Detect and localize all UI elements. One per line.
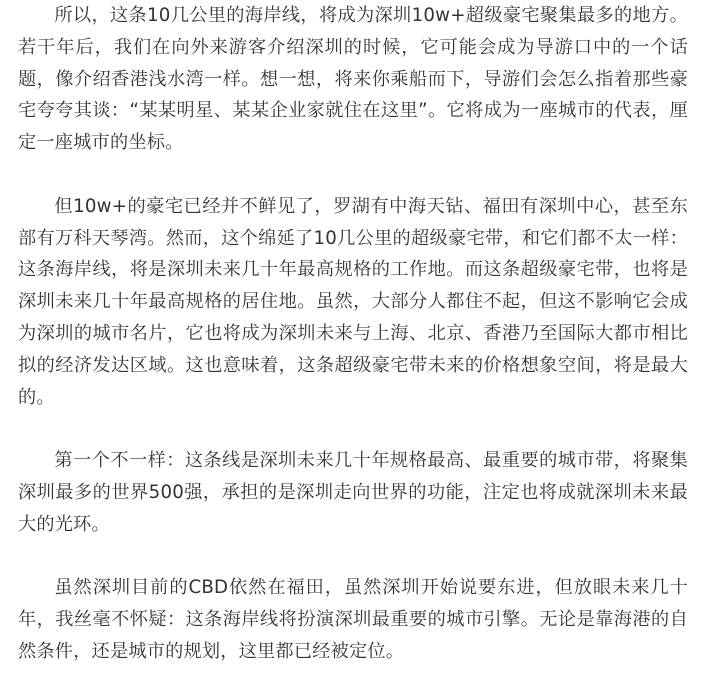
article-paragraph: 第一个不一样：这条线是深圳未来几十年规格最高、最重要的城市带，将聚集深圳最多的世界500强，承担的是深圳走向世界的功能，注定也将成就深圳未来最大的光环。: [18, 450, 688, 535]
article-paragraph: 所以，这条10几公里的海岸线，将成为深圳10w+超级豪宅聚集最多的地方。若干年后，我们在向外来游客介绍深圳的时候，它可能会成为导游口中的一个话题，像介绍香港浅水湾一样。想一想，将来你乘船而下，导游们会怎么指着那些豪宅夸夸其谈：“某某明星、某某企业家就住在这里”。它将成为一座城市的代表，厘定一座城市的坐标。: [18, 5, 688, 154]
article-body: [18, 0, 688, 668]
article-paragraph: 但10w+的豪宅已经并不鲜见了，罗湖有中海天钻、福田有深圳中心，甚至东部有万科天琴湾。然而，这个绵延了10几公里的超级豪宅带，和它们都不太一样：这条海岸线，将是深圳未来几十年最高规格的工作地。而这条超级豪宅带，也将是深圳未来几十年最高规格的居住地。虽然，大部分人都住不起，但这不影响它会成为深圳的城市名片，它也将成为深圳未来与上海、北京、香港乃至国际大都市相比拟的经济发达区域。这也意味着，这条超级豪宅带未来的价格想象空间，将是最大的。: [18, 195, 688, 408]
article-paragraph: 虽然深圳目前的CBD依然在福田，虽然深圳开始说要东进，但放眼未来几十年，我丝毫不怀疑：这条海岸线将扮演深圳最重要的城市引擎。无论是靠海港的自然条件，还是城市的规划，这里都已经被定位。: [18, 577, 688, 662]
